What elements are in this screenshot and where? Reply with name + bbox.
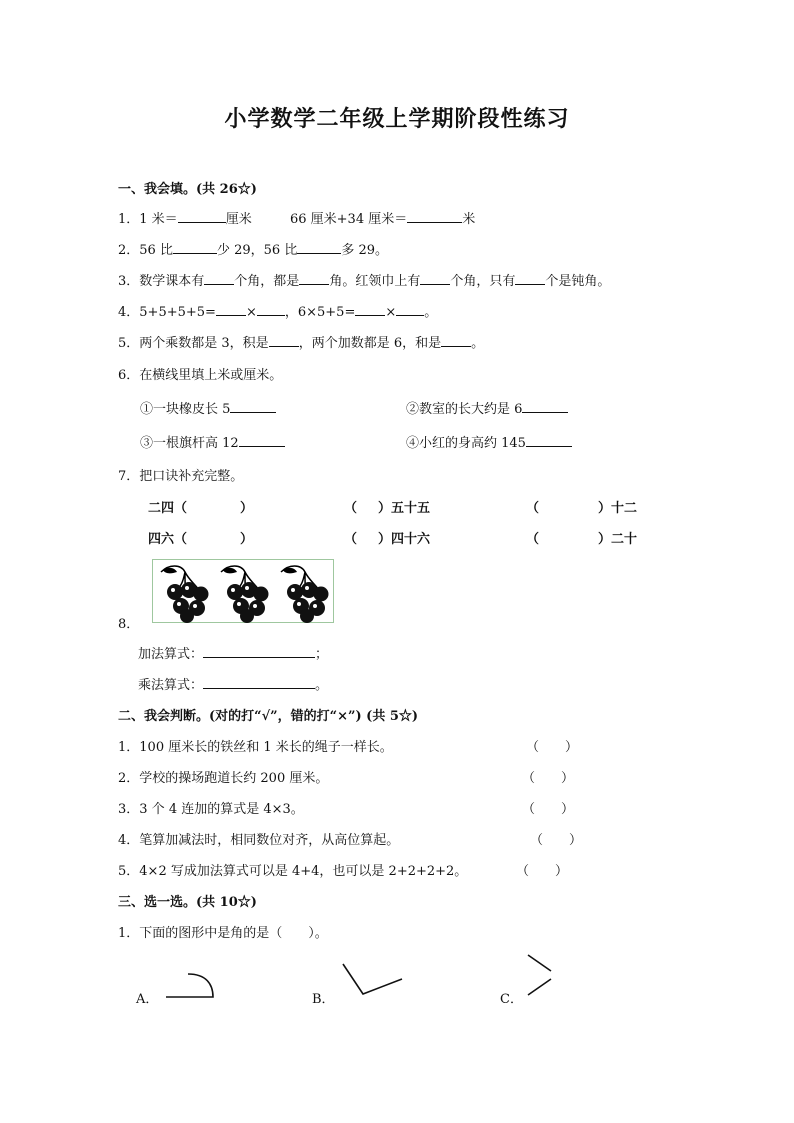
rhyme-open: （: [526, 532, 540, 547]
answer-blank[interactable]: [396, 303, 424, 316]
judge-item-5: [118, 860, 467, 879]
add-label: 加法算式：: [138, 647, 204, 662]
q1-unit-a: 厘米: [225, 212, 252, 227]
q5-end: 。: [471, 336, 485, 351]
question-number: 2．: [118, 771, 140, 786]
rhyme-2: ）五十五: [378, 501, 431, 516]
q6-item-1: [140, 398, 276, 417]
q1-part-b: 66 厘米+34 厘米＝: [289, 212, 408, 227]
answer-blank[interactable]: [522, 400, 568, 413]
question-number: 3．: [118, 274, 140, 289]
option-a-figure: [160, 968, 220, 1002]
q7-text: 把口诀补充完整。: [139, 469, 244, 484]
choice-question-1: [118, 922, 328, 941]
answer-blank[interactable]: [355, 303, 385, 316]
rhyme-close: ）: [240, 532, 254, 547]
option-c-label[interactable]: C．: [500, 992, 523, 1007]
cherry-bunch: [161, 566, 209, 623]
answer-blank[interactable]: [297, 241, 341, 254]
question-1-3: [118, 270, 610, 289]
mul-label: 乘法算式：: [138, 678, 204, 693]
judge-text: 4×2 写成加法算式可以是 4+4，也可以是 2+2+2+2。: [139, 864, 468, 879]
section-3-heading: 三、选一选。(共 10☆): [118, 895, 257, 910]
question-number: 1．: [118, 926, 140, 941]
q6-item-label: ④小红的身高约 145: [406, 436, 526, 451]
rhyme-text: 四六（: [148, 532, 188, 547]
answer-blank[interactable]: [173, 241, 217, 254]
q6-item-label: ②教室的长大约是 6: [406, 402, 523, 417]
cherry-bunch: [221, 566, 269, 623]
q3-part-b: 个角，都是: [234, 274, 300, 289]
judge-item-2: [118, 767, 328, 786]
answer-blank[interactable]: [269, 334, 299, 347]
question-number: 5．: [118, 864, 140, 879]
option-b-label[interactable]: B．: [312, 992, 335, 1007]
q2-part-a: 56 比: [139, 243, 173, 258]
option-b-figure: [336, 958, 408, 1000]
judge-answer-paren[interactable]: （ ）: [516, 864, 569, 879]
question-number: 2．: [118, 243, 140, 258]
answer-blank[interactable]: [441, 334, 471, 347]
q1-unit-b: 米: [462, 212, 476, 227]
q4-part-a: 5+5+5+5=: [139, 305, 216, 320]
answer-blank[interactable]: [515, 272, 545, 285]
judge-answer-paren[interactable]: （ ）: [526, 740, 579, 755]
section-1-heading: 一、我会填。(共 26☆): [118, 182, 257, 197]
q6-item-3: [140, 432, 285, 451]
question-1-4: [118, 301, 437, 320]
judge-answer-paren[interactable]: （ ）: [530, 833, 583, 848]
answer-blank[interactable]: [299, 272, 329, 285]
question-number: 4．: [118, 305, 140, 320]
judge-text: 学校的操场跑道长约 200 厘米。: [139, 771, 329, 786]
q3-part-c: 角。红领巾上有: [329, 274, 421, 289]
q4-part-b: ，6×5+5=: [284, 305, 356, 320]
q1-part-a: 1 米＝: [139, 212, 178, 227]
times-sign: ×: [245, 305, 257, 320]
q3-part-a: 数学课本有: [139, 274, 205, 289]
q6-item-2: [406, 398, 568, 417]
times-sign: ×: [385, 305, 397, 320]
judge-item-4: [118, 829, 399, 848]
add-end: ；: [315, 647, 329, 662]
answer-blank[interactable]: [203, 676, 315, 689]
answer-blank[interactable]: [216, 303, 246, 316]
question-number: 7．: [118, 469, 140, 484]
question-1-7: [118, 465, 243, 484]
addition-formula-line: [138, 643, 328, 662]
mul-end: 。: [315, 678, 329, 693]
judge-answer-paren[interactable]: （ ）: [522, 802, 575, 817]
answer-blank[interactable]: [230, 400, 276, 413]
rhyme-1: [148, 497, 187, 516]
q2-part-c: 多 29。: [341, 243, 389, 258]
answer-blank[interactable]: [526, 434, 572, 447]
page-title: 小学数学二年级上学期阶段性练习: [224, 106, 570, 132]
q2-part-b: 少 29，56 比: [216, 243, 298, 258]
answer-blank[interactable]: [239, 434, 285, 447]
judge-text: 100 厘米长的铁丝和 1 米长的绳子一样长。: [139, 740, 393, 755]
rhyme-close: ）: [240, 501, 254, 516]
question-number: 5．: [118, 336, 140, 351]
rhyme-open: （: [344, 532, 358, 547]
question-1-1: [118, 208, 475, 227]
q3-part-e: 个是钝角。: [545, 274, 611, 289]
rhyme-6: ）二十: [598, 532, 638, 547]
question-1-6: [118, 364, 282, 383]
q6-text: 在横线里填上米或厘米。: [139, 368, 283, 383]
option-a-label[interactable]: A．: [136, 992, 159, 1007]
judge-answer-paren[interactable]: （ ）: [522, 771, 575, 786]
rhyme-open: （: [526, 501, 540, 516]
answer-blank[interactable]: [178, 210, 226, 223]
rhyme-open: （: [344, 501, 358, 516]
q4-end: 。: [424, 305, 438, 320]
question-number: 1．: [118, 740, 140, 755]
section-2-heading: 二、我会判断。(对的打“√”，错的打“×”) (共 5☆): [118, 709, 419, 724]
answer-blank[interactable]: [407, 210, 462, 223]
judge-text: 3 个 4 连加的算式是 4×3。: [139, 802, 304, 817]
q6-item-label: ③一根旗杆高 12: [140, 436, 239, 451]
multiplication-formula-line: [138, 674, 328, 693]
rhyme-5: ）四十六: [378, 532, 431, 547]
judge-item-3: [118, 798, 304, 817]
judge-item-1: [118, 736, 393, 755]
cherry-bunch: [281, 566, 329, 623]
q5-part-a: 两个乘数都是 3，积是: [139, 336, 269, 351]
option-c-figure: [522, 950, 562, 1000]
rhyme-3: ）十二: [598, 501, 638, 516]
cherry-image-group: [152, 559, 334, 623]
q5-part-b: ，两个加数都是 6，和是: [298, 336, 442, 351]
cherries-illustration: [153, 560, 333, 622]
question-number: 1．: [118, 212, 140, 227]
question-1-2: [118, 239, 388, 258]
question-number: 4．: [118, 833, 140, 848]
answer-blank[interactable]: [203, 645, 315, 658]
q3-part-d: 个角，只有: [450, 274, 516, 289]
judge-text: 笔算加减法时，相同数位对齐，从高位算起。: [139, 833, 400, 848]
rhyme-4: [148, 528, 187, 547]
choice-text: 下面的图形中是角的是（ ）。: [139, 926, 328, 941]
answer-blank[interactable]: [420, 272, 450, 285]
question-number: 3．: [118, 802, 140, 817]
question-1-8-number: 8．: [118, 617, 140, 632]
question-number: 6．: [118, 368, 140, 383]
q6-item-4: [406, 432, 572, 451]
question-1-5: [118, 332, 484, 351]
answer-blank[interactable]: [257, 303, 285, 316]
answer-blank[interactable]: [204, 272, 234, 285]
q6-item-label: ①一块橡皮长 5: [140, 402, 231, 417]
rhyme-text: 二四（: [148, 501, 188, 516]
